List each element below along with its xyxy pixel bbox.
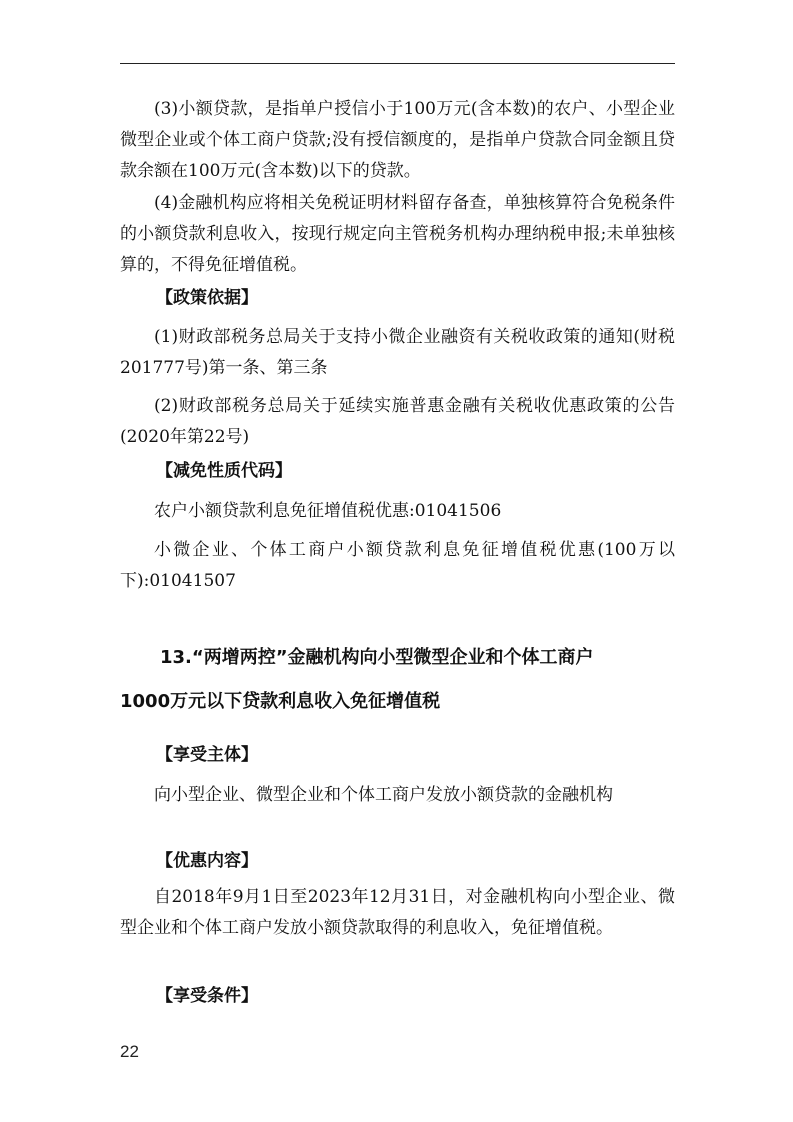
section-title-line-1: 13.“两增两控”金融机构向小型微型企业和个体工商户	[160, 647, 594, 668]
heading-beneficiary: 【享受主体】	[156, 745, 258, 765]
paragraph-policy-2: (2)财政部税务总局关于延续实施普惠金融有关税收优惠政策的公告(2020年第22号)	[120, 396, 675, 447]
heading-reduction-code: 【减免性质代码】	[156, 461, 292, 481]
paragraph-code-farmer: 农户小额贷款利息免征增值税优惠:01041506	[154, 501, 502, 521]
paragraph-policy-1: (1)财政部税务总局关于支持小微企业融资有关税收政策的通知(财税201777号)第一条、第三条	[120, 327, 675, 378]
heading-eligibility: 【享受条件】	[156, 986, 258, 1006]
paragraph-separate-accounting: (4)金融机构应将相关免税证明材料留存备查，单独核算符合免税条件的小额贷款利息收入，按现行规定向主管税务机构办理纳税申报;未单独核算的，不得免征增值税。	[120, 193, 675, 275]
paragraph-beneficiary: 向小型企业、微型企业和个体工商户发放小额贷款的金融机构	[154, 785, 613, 805]
paragraph-code-small-business: 小微企业、个体工商户小额贷款利息免征增值税优惠(100万以下):01041507	[120, 540, 675, 591]
paragraph-preferential-content: 自2018年9月1日至2023年12月31日，对金融机构向小型企业、微型企业和个体工商户发放小额贷款取得的利息收入，免征增值税。	[120, 887, 675, 938]
paragraph-small-loan-definition: (3)小额贷款，是指单户授信小于100万元(含本数)的农户、小型企业微型企业或个体工商户贷款;没有授信额度的，是指单户贷款合同金额且贷款余额在100万元(含本数)以下的贷款。	[120, 99, 675, 181]
heading-policy-basis: 【政策依据】	[156, 288, 258, 308]
page-number: 22	[120, 1042, 139, 1061]
section-title-line-2: 1000万元以下贷款利息收入免征增值税	[120, 691, 441, 712]
heading-preferential-content: 【优惠内容】	[156, 851, 258, 871]
header-rule	[120, 63, 675, 64]
